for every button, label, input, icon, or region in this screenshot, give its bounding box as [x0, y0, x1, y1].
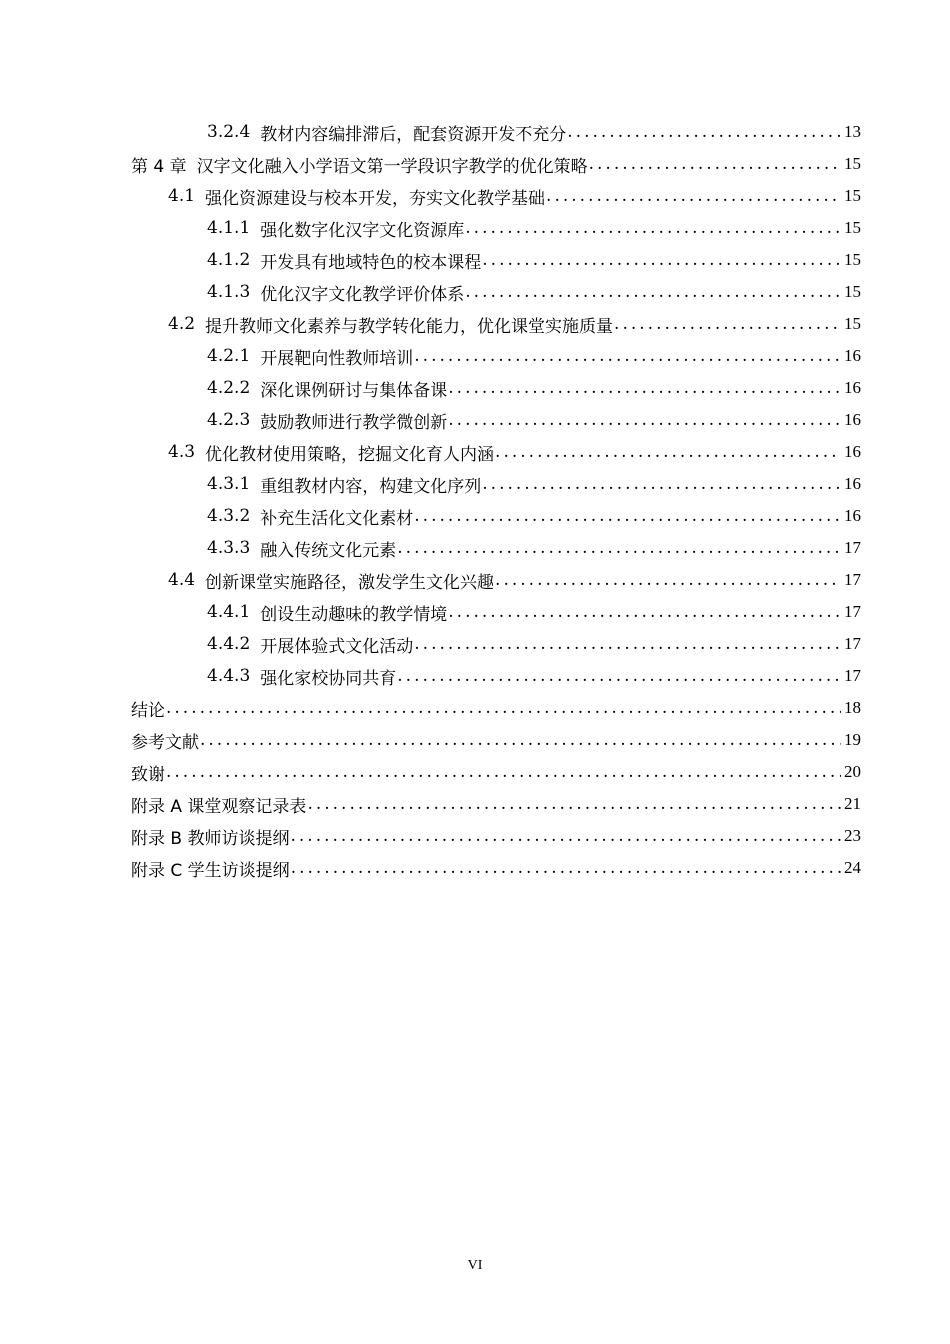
toc-entry-page: 15 — [844, 186, 861, 205]
toc-leader-dots — [166, 698, 841, 718]
toc-entry-number: 3.2.4 — [207, 122, 251, 142]
toc-entry-page: 16 — [844, 474, 861, 493]
toc-entry-title: 结论 — [131, 700, 165, 721]
toc-entry[interactable] — [131, 660, 861, 692]
toc-entry-title: 致谢 — [131, 764, 165, 785]
toc-entry-number: 4.3.2 — [207, 506, 251, 526]
toc-entry[interactable] — [131, 340, 861, 372]
toc-leader-dots — [200, 730, 841, 750]
toc-entry-title: 鼓励教师进行教学微创新 — [260, 412, 448, 433]
toc-leader-dots — [567, 122, 841, 142]
toc-entry-title: 优化教材使用策略，挖掘文化育人内涵 — [205, 444, 495, 465]
toc-leader-dots — [166, 762, 841, 782]
toc-entry-title: 参考文献 — [131, 732, 199, 753]
toc-entry-title: 附录 A 课堂观察记录表 — [131, 796, 307, 817]
toc-entry-title: 创设生动趣味的教学情境 — [260, 604, 448, 625]
toc-entry[interactable] — [131, 148, 861, 180]
toc-leader-dots — [589, 154, 841, 174]
toc-entry-title: 附录 B 教师访谈提纲 — [131, 828, 290, 849]
toc-leader-dots — [307, 794, 841, 814]
toc-entry-number: 第 4 章 — [131, 156, 187, 177]
toc-entry-title: 重组教材内容，构建文化序列 — [260, 476, 482, 497]
toc-entry-title: 开发具有地域特色的校本课程 — [260, 252, 482, 273]
toc-entry[interactable] — [131, 468, 861, 500]
table-of-contents — [131, 116, 861, 884]
toc-leader-dots — [414, 634, 841, 654]
toc-leader-dots — [495, 442, 841, 462]
toc-leader-dots — [397, 666, 841, 686]
toc-entry[interactable] — [131, 244, 861, 276]
toc-entry-page: 16 — [844, 346, 861, 365]
toc-entry-number: 4.4.1 — [207, 602, 251, 622]
toc-entry-number: 4.2.3 — [207, 410, 251, 430]
toc-entry-page: 17 — [844, 570, 861, 589]
toc-entry-number: 4.4.3 — [207, 666, 251, 686]
toc-entry-number: 4.2.1 — [207, 346, 251, 366]
toc-entry-title: 深化课例研讨与集体备课 — [260, 380, 448, 401]
toc-entry[interactable] — [131, 276, 861, 308]
toc-entry-title: 开展靶向性教师培训 — [260, 348, 414, 369]
toc-entry-page: 16 — [844, 442, 861, 461]
toc-leader-dots — [414, 346, 841, 366]
toc-entry-title: 融入传统文化元素 — [260, 540, 397, 561]
toc-leader-dots — [495, 570, 841, 590]
toc-entry[interactable] — [131, 500, 861, 532]
toc-entry-number: 4.4 — [168, 570, 196, 590]
toc-entry-title: 补充生活化文化素材 — [260, 508, 414, 529]
toc-entry[interactable] — [131, 692, 861, 724]
toc-entry-page: 17 — [844, 538, 861, 557]
toc-entry-number: 4.2 — [168, 314, 196, 334]
toc-entry-title: 创新课堂实施路径，激发学生文化兴趣 — [205, 572, 495, 593]
toc-entry-page: 16 — [844, 506, 861, 525]
toc-leader-dots — [397, 538, 841, 558]
toc-leader-dots — [465, 282, 841, 302]
toc-entry-number: 4.2.2 — [207, 378, 251, 398]
toc-entry-number: 4.3 — [168, 442, 196, 462]
toc-entry-page: 16 — [844, 410, 861, 429]
toc-entry-page: 18 — [844, 698, 861, 717]
toc-entry[interactable] — [131, 212, 861, 244]
toc-entry-title: 汉字文化融入小学语文第一学段识字教学的优化策略 — [196, 156, 588, 177]
toc-entry[interactable] — [131, 788, 861, 820]
toc-entry-page: 20 — [844, 762, 861, 781]
toc-leader-dots — [448, 602, 841, 622]
toc-entry-title: 强化家校协同共育 — [260, 668, 397, 689]
toc-entry-number: 4.1.1 — [207, 218, 251, 238]
toc-entry-page: 17 — [844, 634, 861, 653]
toc-entry-page: 13 — [844, 122, 861, 141]
toc-leader-dots — [482, 474, 841, 494]
toc-entry[interactable] — [131, 180, 861, 212]
toc-entry[interactable] — [131, 820, 861, 852]
toc-leader-dots — [546, 186, 841, 206]
toc-entry-page: 17 — [844, 666, 861, 685]
toc-entry-number: 4.1.2 — [207, 250, 251, 270]
toc-entry-title: 附录 C 学生访谈提纲 — [131, 860, 290, 881]
toc-entry[interactable] — [131, 596, 861, 628]
toc-entry-number: 4.3.1 — [207, 474, 251, 494]
toc-leader-dots — [291, 858, 841, 878]
toc-entry-title: 教材内容编排滞后，配套资源开发不充分 — [260, 124, 567, 145]
toc-leader-dots — [482, 250, 841, 270]
toc-leader-dots — [465, 218, 841, 238]
toc-entry-page: 19 — [844, 730, 861, 749]
toc-entry-page: 23 — [844, 826, 861, 845]
toc-entry-title: 提升教师文化素养与教学转化能力，优化课堂实施质量 — [205, 316, 614, 337]
toc-entry[interactable] — [131, 724, 861, 756]
toc-entry[interactable] — [131, 564, 861, 596]
toc-entry[interactable] — [131, 628, 861, 660]
toc-entry-page: 15 — [844, 282, 861, 301]
toc-entry[interactable] — [131, 404, 861, 436]
toc-entry[interactable] — [131, 372, 861, 404]
toc-leader-dots — [448, 378, 841, 398]
toc-entry-page: 16 — [844, 378, 861, 397]
toc-leader-dots — [290, 826, 841, 846]
toc-entry[interactable] — [131, 308, 861, 340]
toc-entry-page: 24 — [844, 858, 861, 877]
toc-entry[interactable] — [131, 436, 861, 468]
toc-entry[interactable] — [131, 532, 861, 564]
toc-leader-dots — [614, 314, 841, 334]
toc-entry-number: 4.1 — [168, 186, 196, 206]
toc-entry[interactable] — [131, 116, 861, 148]
toc-entry-title: 强化数字化汉字文化资源库 — [260, 220, 465, 241]
toc-entry-number: 4.4.2 — [207, 634, 251, 654]
toc-leader-dots — [448, 410, 841, 430]
toc-entry[interactable] — [131, 852, 861, 884]
toc-entry-page: 17 — [844, 602, 861, 621]
toc-entry-page: 21 — [844, 794, 861, 813]
page-number: VI — [467, 1258, 483, 1273]
toc-entry-title: 优化汉字文化教学评价体系 — [260, 284, 465, 305]
toc-entry-title: 开展体验式文化活动 — [260, 636, 414, 657]
toc-entry-page: 15 — [844, 314, 861, 333]
toc-entry-page: 15 — [844, 250, 861, 269]
toc-entry-number: 4.3.3 — [207, 538, 251, 558]
toc-entry[interactable] — [131, 756, 861, 788]
toc-leader-dots — [414, 506, 841, 526]
toc-entry-page: 15 — [844, 218, 861, 237]
toc-entry-title: 强化资源建设与校本开发，夯实文化教学基础 — [205, 188, 546, 209]
toc-entry-page: 15 — [844, 154, 861, 173]
toc-entry-number: 4.1.3 — [207, 282, 251, 302]
